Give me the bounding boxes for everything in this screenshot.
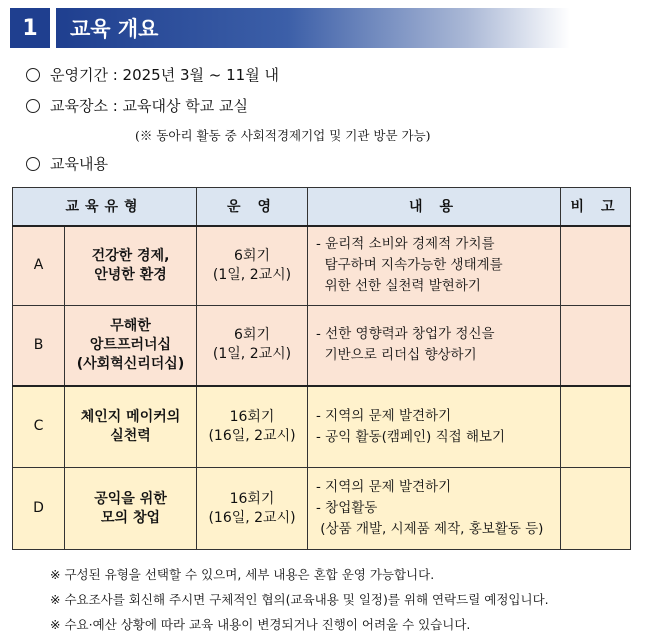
- footnote: ※ 구성된 유형을 선택할 수 있으며, 세부 내용은 혼합 운영 가능합니다.: [50, 567, 435, 582]
- row-ops: 6회기 (1일, 2교시): [197, 226, 308, 306]
- content-line: [26, 153, 108, 174]
- table-row: [13, 468, 631, 550]
- row-id: C: [13, 386, 65, 468]
- row-type-name: 건강한 경제, 안녕한 환경: [65, 226, 197, 306]
- row-note: [561, 306, 631, 386]
- footnote: ※ 수요조사를 회신해 주시면 구체적인 협의(교육내용 및 일정)를 위해 연락드릴 예정입니다.: [50, 592, 549, 607]
- section-title: 교육 개요: [56, 8, 570, 48]
- row-type-name: 체인지 메이커의 실천력: [65, 386, 197, 468]
- row-type-name: 무해한 앙트프러너십 (사회혁신리더십): [65, 306, 197, 386]
- row-content: - 선한 영향력과 창업가 정신을 기반으로 리더십 향상하기: [308, 306, 561, 386]
- place-note: (※ 동아리 활동 중 사회적경제기업 및 기관 방문 가능): [135, 128, 431, 143]
- circle-bullet-icon: [26, 99, 40, 113]
- row-content: - 윤리적 소비와 경제적 가치를 탐구하며 지속가능한 생태계를 위한 선한 실천력 발현하기: [308, 226, 561, 306]
- section-header: [10, 8, 570, 48]
- header-ops: 운 영: [197, 188, 308, 226]
- row-id: D: [13, 468, 65, 550]
- content-label: 교육내용: [50, 155, 108, 173]
- footnote: ※ 수요·예산 상황에 따라 교육 내용이 변경되거나 진행이 어려울 수 있습니다.: [50, 617, 471, 632]
- row-ops: 16회기 (16일, 2교시): [197, 386, 308, 468]
- table-row: [13, 226, 631, 306]
- header-type: 교육유형: [13, 188, 197, 226]
- header-content: 내 용: [308, 188, 561, 226]
- circle-bullet-icon: [26, 68, 40, 82]
- place-line: [26, 95, 248, 116]
- row-ops: 6회기 (1일, 2교시): [197, 306, 308, 386]
- section-number: 1: [10, 8, 50, 48]
- table-row: [13, 386, 631, 468]
- row-note: [561, 386, 631, 468]
- row-id: A: [13, 226, 65, 306]
- table-header-row: [13, 188, 631, 226]
- row-type-name: 공익을 위한 모의 창업: [65, 468, 197, 550]
- education-table: [12, 187, 631, 550]
- period-text: 운영기간 : 2025년 3월 ~ 11월 내: [50, 66, 279, 84]
- circle-bullet-icon: [26, 157, 40, 171]
- period-line: [26, 64, 279, 85]
- row-content: - 지역의 문제 발견하기 - 창업활동 (상품 개발, 시제품 제작, 홍보활동 등): [308, 468, 561, 550]
- row-note: [561, 226, 631, 306]
- place-text: 교육장소 : 교육대상 학교 교실: [50, 97, 249, 115]
- row-id: B: [13, 306, 65, 386]
- header-note: 비 고: [561, 188, 631, 226]
- row-note: [561, 468, 631, 550]
- row-content: - 지역의 문제 발견하기 - 공익 활동(캠페인) 직접 해보기: [308, 386, 561, 468]
- table-row: [13, 306, 631, 386]
- row-ops: 16회기 (16일, 2교시): [197, 468, 308, 550]
